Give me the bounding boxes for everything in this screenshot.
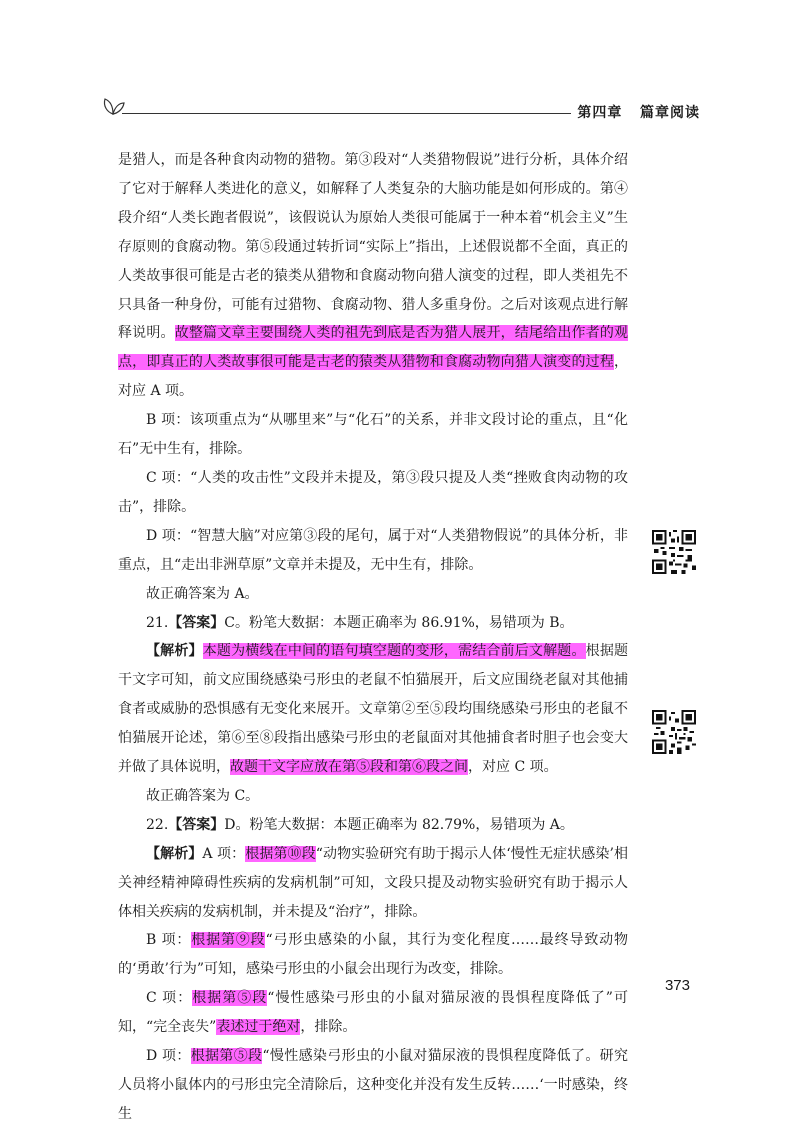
q21-analysis: 【解析】本题为横线在中间的语句填空题的变形，需结合前后文解题。根据题干文字可知，前文应围绕感染弓形虫的老鼠不怕猫展开，后文应围绕老鼠对其他捕食者或威胁的恐惧感有无变化来展开。文章第②至⑤段均围绕感染弓形虫的老鼠不怕猫展开论述，第⑥至⑧段指出感染弓形虫的老鼠面对其他捕食者时胆子也会变大并做了具体说明，故题干文字应放在第⑤段和第⑥段之间，对应 C 项。 [118, 643, 629, 776]
highlight: 根据第⑩段 [245, 845, 316, 862]
highlight: 故整篇文章主要围绕人类的祖先到底是否为猎人展开，结尾给出作者的观点，即真正的人类故事很可能是古老的猿类从猎物和食腐动物向猎人演变的过程 [118, 325, 628, 371]
section-label: 篇章阅读 [640, 105, 700, 121]
chapter-title [571, 102, 700, 122]
page-body [118, 146, 628, 1129]
highlight: 本题为横线在中间的语句填空题的变形，需结合前后文解题。 [202, 643, 586, 660]
chapter-label: 第四章 [577, 105, 623, 121]
q21-answer: 21.【答案】C。粉笔大数据：本题正确率为 86.91%，易错项为 B。 [146, 614, 574, 631]
highlight: 根据第⑤段 [190, 1048, 263, 1065]
highlight: 根据第⑨段 [191, 932, 266, 949]
option-d-analysis: D 项：“智慧大脑”对应第③段的尾句，属于对“人类猎物假说”的具体分析，非重点，且“走出非洲草原”文章并未提及，无中生有，排除。 [118, 527, 628, 573]
q22-analysis-d: D 项：根据第⑤段“慢性感染弓形虫的小鼠对猫尿液的畏惧程度降低了。研究人员将小鼠体内的弓形虫完全清除后，这种变化并没有发生反转……‘一时感染，终生 [118, 1048, 629, 1122]
answer-tag: 【答案】 [168, 816, 225, 833]
qr-code-icon[interactable] [652, 530, 696, 574]
option-c-analysis: C 项：“人类的攻击性”文段并未提及，第③段只提及人类“挫败食肉动物的攻击”，排除。 [118, 469, 628, 515]
qr-code-icon[interactable] [652, 710, 696, 754]
highlight: 根据第⑤段 [192, 990, 268, 1007]
q22-answer: 22.【答案】D。粉笔大数据：本题正确率为 82.79%，易错项为 A。 [146, 816, 574, 833]
highlight: 表述过于绝对 [216, 1019, 301, 1036]
analysis-tag: 【解析】 [146, 845, 203, 862]
q22-analysis-a: 【解析】A 项：根据第⑩段“动物实验研究有助于揭示人体‘慢性无症状感染’相关神经精神障碍性疾病的发病机制”可知，文段只提及动物实验研究有助于揭示人体相关疾病的发病机制，并未提及“治疗”，排除。 [118, 845, 629, 920]
q22-analysis-b: B 项：根据第⑨段“弓形虫感染的小鼠，其行为变化程度……最终导致动物的‘勇敢’行为”可知，感染弓形虫的小鼠会出现行为改变，排除。 [118, 932, 629, 978]
page-header [100, 94, 700, 124]
analysis-tag: 【解析】 [146, 643, 203, 660]
q21-conclusion: 故正确答案为 C。 [146, 787, 260, 804]
conclusion-a: 故正确答案为 A。 [146, 585, 259, 602]
option-b-analysis: B 项：该项重点为“从哪里来”与“化石”的关系，并非文段讨论的重点，且“化石”无中生有，排除。 [118, 412, 628, 458]
q22-analysis-c: C 项：根据第⑤段“慢性感染弓形虫的小鼠对猫尿液的畏惧程度降低了”可知，“完全丧失”表述过于绝对，排除。 [118, 990, 628, 1036]
page-number: 373 [664, 977, 690, 994]
paragraph-intro: 是猎人，而是各种食肉动物的猎物。第③段对“人类猎物假说”进行分析，具体介绍了它对于解释人类进化的意义，如解释了人类复杂的大脑功能是如何形成的。第④段介绍“人类长跑者假说”，该假说认为原始人类很可能属于一种本着“机会主义”生存原则的食腐动物。第⑤段通过转折词“实际上”指出，上述假说都不全面，真正的人类故事很可能是古老的猿类从猎物和食腐动物向猎人演变的过程，即人类祖先不只具备一种身份，可能有过猎物、食腐动物、猎人多重身份。之后对该观点进行解释说明。故整篇文章主要围绕人类的祖先到底是否为猎人展开，结尾给出作者的观点，即真正的人类故事很可能是古老的猿类从猎物和食腐动物向猎人演变的过程，对应 A 项。 [118, 152, 628, 400]
answer-tag: 【答案】 [168, 614, 225, 631]
highlight: 故题干文字应放在第⑤段和第⑥段之间 [230, 759, 468, 776]
